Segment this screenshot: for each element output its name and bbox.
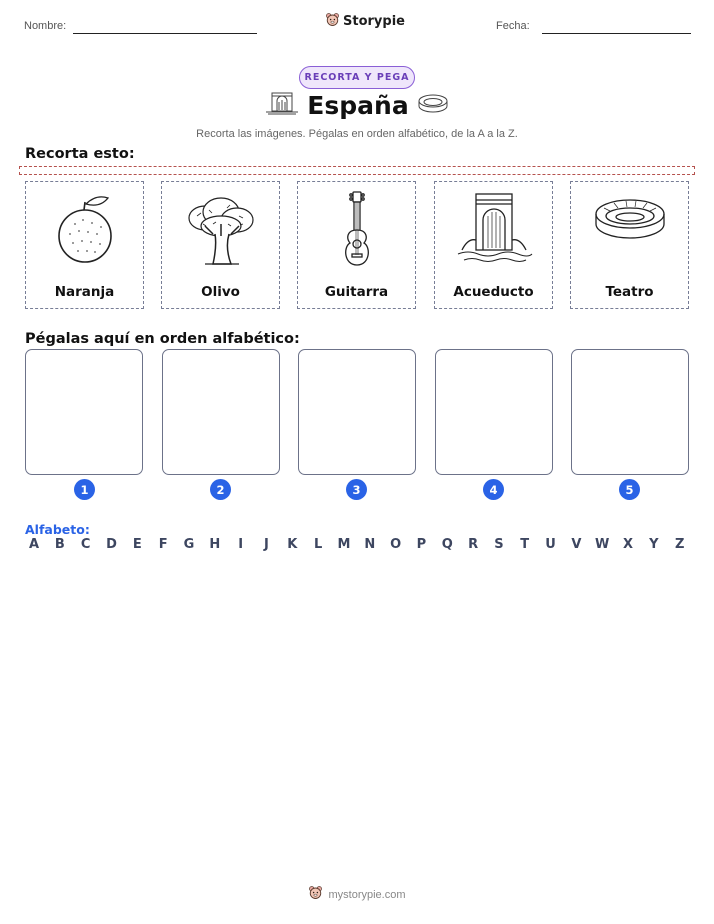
slot-number-badge: 2 [210, 479, 231, 500]
theater-icon [590, 190, 670, 270]
aqueduct-icon [454, 190, 534, 270]
alphabet-letter: A [28, 537, 40, 552]
alphabet-letter: H [209, 537, 221, 552]
cut-card-guitarra[interactable] [297, 181, 416, 309]
cut-card-teatro[interactable] [570, 181, 689, 309]
slot-number-badge: 4 [483, 479, 504, 500]
footer-url[interactable]: mystorypie.com [328, 888, 406, 901]
guitar-icon [337, 190, 377, 270]
alphabet-letter: G [183, 537, 195, 552]
alphabet-letter: D [106, 537, 117, 552]
alphabet-letter: X [623, 537, 634, 552]
alphabet-letter: B [54, 537, 65, 552]
alphabet-letter: O [390, 537, 402, 552]
alphabet-letter: S [494, 537, 504, 552]
activity-badge: RECORTA Y PEGA [299, 66, 415, 89]
brand-logo [325, 12, 405, 31]
date-line [542, 33, 691, 34]
alphabet-letter: N [364, 537, 376, 552]
aqueduct-icon [265, 90, 299, 120]
alphabet-letter: E [132, 537, 142, 552]
alphabet-letter: Z [674, 537, 685, 552]
alphabet-letter: Y [649, 537, 659, 552]
paste-slot-3[interactable] [298, 349, 416, 475]
olive-tree-icon [183, 190, 259, 270]
card-label: Naranja [54, 284, 115, 300]
theater-icon [417, 92, 449, 118]
alphabet-letter: T [520, 537, 530, 552]
alphabet-letter: M [337, 537, 351, 552]
card-label: Teatro [605, 284, 654, 300]
alphabet-letter: F [158, 537, 168, 552]
alphabet-letter: K [287, 537, 298, 552]
alphabet-letter: P [416, 537, 427, 552]
title-row [0, 90, 714, 120]
cut-section-heading: Recorta esto: [25, 146, 135, 162]
paste-slot-1[interactable] [25, 349, 143, 475]
instructions: Recorta las imágenes. Pégalas en orden alfabético, de la A a la Z. [196, 128, 518, 140]
alphabet-letter: U [545, 537, 556, 552]
alphabet-letter: J [264, 537, 269, 552]
alphabet-letter: V [571, 537, 582, 552]
paste-slot-5[interactable] [571, 349, 689, 475]
cut-card-acueducto[interactable] [434, 181, 553, 309]
card-label: Guitarra [324, 284, 389, 300]
slot-number-badge: 3 [346, 479, 367, 500]
alphabet-letter: L [313, 537, 323, 552]
alphabet-heading: Alfabeto: [25, 522, 90, 537]
paste-slot-2[interactable] [162, 349, 280, 475]
slot-number-badge: 1 [74, 479, 95, 500]
card-label: Acueducto [453, 284, 534, 300]
date-label: Fecha: [496, 20, 530, 32]
cut-card-olivo[interactable] [161, 181, 280, 309]
page-title: España [307, 90, 409, 120]
alphabet-letter: Q [441, 537, 453, 552]
bear-mascot-icon [308, 885, 323, 904]
slot-number-badge: 5 [619, 479, 640, 500]
footer [0, 885, 714, 904]
orange-icon [50, 190, 120, 270]
alphabet-row [25, 537, 689, 552]
cut-card-naranja[interactable] [25, 181, 144, 309]
alphabet-letter: C [80, 537, 91, 552]
alphabet-letter: W [595, 537, 610, 552]
card-label: Olivo [201, 284, 240, 300]
alphabet-letter: R [468, 537, 479, 552]
brand-name: Storypie [343, 14, 405, 29]
bear-mascot-icon [325, 12, 340, 31]
cut-line [19, 166, 695, 175]
paste-slot-4[interactable] [435, 349, 553, 475]
name-line [73, 33, 257, 34]
alphabet-letter: I [238, 537, 244, 552]
name-label: Nombre: [24, 20, 67, 32]
paste-section-heading: Pégalas aquí en orden alfabético: [25, 331, 300, 347]
